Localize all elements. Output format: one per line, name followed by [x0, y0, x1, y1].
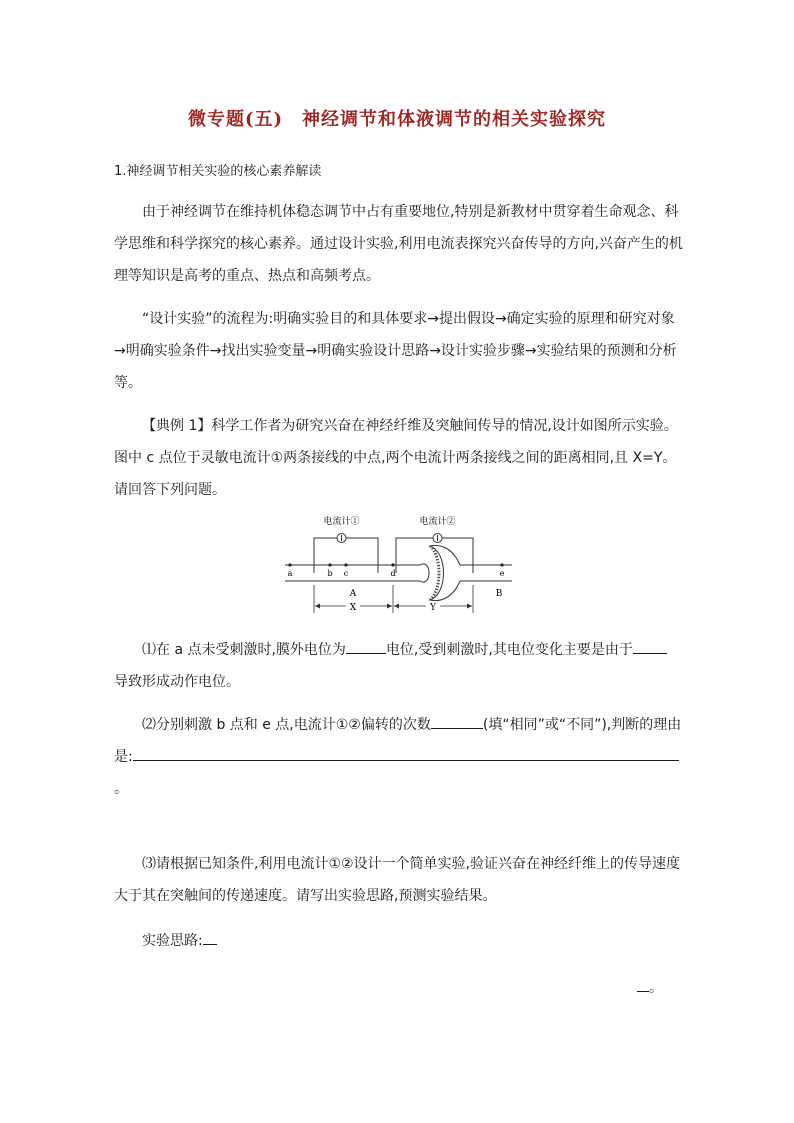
meter1-wire-left [314, 538, 337, 573]
answer-line [114, 925, 684, 957]
q2-blank-1[interactable] [431, 714, 483, 729]
question-3 [114, 848, 684, 912]
q1-text-2: 电位,受到刺激时,其电位变化主要是由于 [385, 642, 633, 658]
design-flow-text: “设计实验”的流程为:明确实验目的和具体要求→提出假设→确定实验的原理和研究对象→明确实验条件→找出实验变量→明确实验设计思路→设计实验步骤→实验结果的预测和分析等。 [114, 311, 677, 391]
section-heading: 1.神经调节相关实验的核心素养解读 [114, 164, 322, 179]
region-b-label: B [495, 589, 503, 599]
q3-text: ⑶请根据已知条件,利用电流计①②设计一个简单实验,验证兴奋在神经纤维上的传导速度大于其在突触间的传递速度。请写出实验思路,预测实验结果。 [114, 856, 680, 904]
y-label: Y [430, 603, 436, 613]
answer-end [637, 972, 677, 1004]
q2-text-3: 是: [114, 749, 133, 765]
point-b-label: b [327, 569, 333, 578]
example-text: 科学工作者为研究兴奋在神经纤维及突触间传导的情况,设计如图所示实验。图中 c 点位于灵敏电流计①两条接线的中点,两个电流计两条接线之间的距离相同,且 X=Y。请回答下列问题。 [114, 418, 678, 498]
presynaptic-knob [417, 564, 429, 582]
meter2-label: 电流计② [419, 517, 456, 527]
example-paragraph [114, 410, 684, 506]
point-d-dot [391, 563, 394, 566]
answer-end-mark: 。 [649, 980, 663, 996]
intro-paragraph [114, 196, 684, 292]
page-title: 微专题(五) 神经调节和体液调节的相关实验探究 [187, 109, 607, 130]
answer-blank[interactable] [203, 930, 217, 945]
design-flow-paragraph [114, 303, 684, 399]
q1-text-3: 导致形成动作电位。 [114, 674, 240, 690]
point-a-dot [288, 563, 291, 566]
point-d-label: d [390, 569, 396, 578]
answer-end-blank[interactable] [637, 977, 649, 992]
q1-text-1: ⑴在 a 点未受刺激时,膜外电位为 [142, 642, 346, 658]
point-e-dot [500, 563, 503, 566]
experiment-diagram [280, 512, 520, 622]
question-2 [114, 709, 684, 805]
point-a-label: a [287, 569, 293, 578]
x-label: X [349, 603, 357, 613]
point-c-label: c [343, 569, 349, 578]
question-1 [114, 634, 684, 698]
point-c-dot [344, 563, 347, 566]
q2-text-2: (填“相同”或“不同”),判断的理由 [482, 717, 682, 733]
answer-label: 实验思路: [142, 933, 203, 949]
q2-reason-blank[interactable] [133, 746, 679, 761]
meter1-label: 电流计① [323, 517, 360, 527]
region-a-label: A [349, 589, 357, 599]
example-label: 【典例 1】 [142, 418, 212, 434]
q2-text-4: 。 [114, 781, 128, 797]
point-b-dot [328, 563, 331, 566]
q1-blank-2[interactable] [633, 639, 667, 654]
point-e-label: e [499, 569, 505, 578]
q1-blank-1[interactable] [346, 639, 386, 654]
q2-text-1: ⑵分别刺激 b 点和 e 点,电流计①②偏转的次数 [142, 717, 431, 733]
meter2-wire-left [396, 538, 433, 573]
intro-text: 由于神经调节在维持机体稳态调节中占有重要地位,特别是新教材中贯穿着生命观念、科学思维和科学探究的核心素养。通过设计实验,利用电流表探究兴奋传导的方向,兴奋产生的机理等知识是高考的重点、热点和高频考点。 [114, 204, 683, 284]
meter1-wire-right [346, 538, 378, 573]
synaptic-cleft-shading [430, 546, 439, 600]
